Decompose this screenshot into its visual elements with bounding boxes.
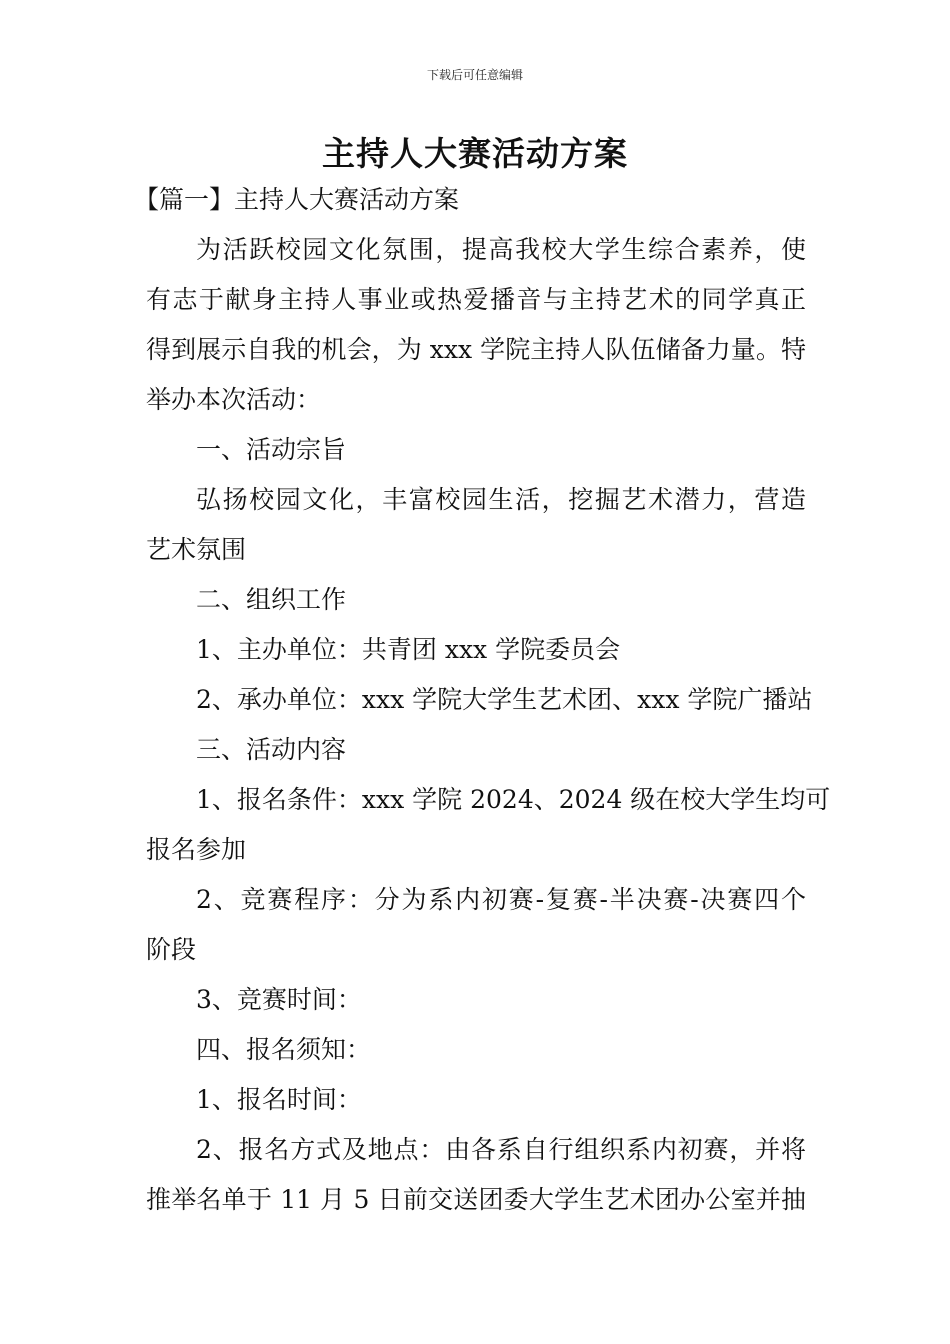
paragraph-line: 报名参加 [146,835,247,864]
heading-line: 一、活动宗旨 [196,435,347,464]
header-note: 下载后可任意编辑 [426,68,523,82]
paragraph-line: 弘扬校园文化，丰富校园生活，挖掘艺术潜力，营造 [196,485,806,514]
paragraph-line: 1、报名时间： [196,1085,362,1114]
paragraph-line: 1、主办单位：共青团 xxx 学院委员会 [196,635,621,664]
heading-line: 二、组织工作 [196,585,347,614]
paragraph-line: 3、竞赛时间： [196,985,362,1014]
paragraph-line: 阶段 [146,935,197,964]
paragraph-line: 1、报名条件：xxx 学院 2024、2024 级在校大学生均可 [196,785,831,814]
heading-line: 四、报名须知： [196,1035,372,1064]
document-body [134,178,831,1228]
paragraph-line: 举办本次活动： [146,385,322,414]
paragraph-line: 推举名单于 11 月 5 日前交送团委大学生艺术团办公室并抽 [146,1185,806,1214]
paragraph-line: 艺术氛围 [146,535,247,564]
paragraph-line: 2、报名方式及地点：由各系自行组织系内初赛，并将 [196,1135,806,1164]
paragraph-line: 有志于献身主持人事业或热爱播音与主持艺术的同学真正 [146,285,806,314]
document-title: 主持人大赛活动方案 [322,134,628,173]
paragraph-line: 得到展示自我的机会，为 xxx 学院主持人队伍储备力量。特 [146,335,806,364]
paragraph-line: 2、承办单位：xxx 学院大学生艺术团、xxx 学院广播站 [196,685,813,714]
section-heading: 【篇一】主持人大赛活动方案 [134,185,460,214]
paragraph-line: 为活跃校园文化氛围，提高我校大学生综合素养，使 [196,235,806,264]
heading-line: 三、活动内容 [196,735,347,764]
paragraph-line: 2、竞赛程序：分为系内初赛-复赛-半决赛-决赛四个 [196,885,806,914]
